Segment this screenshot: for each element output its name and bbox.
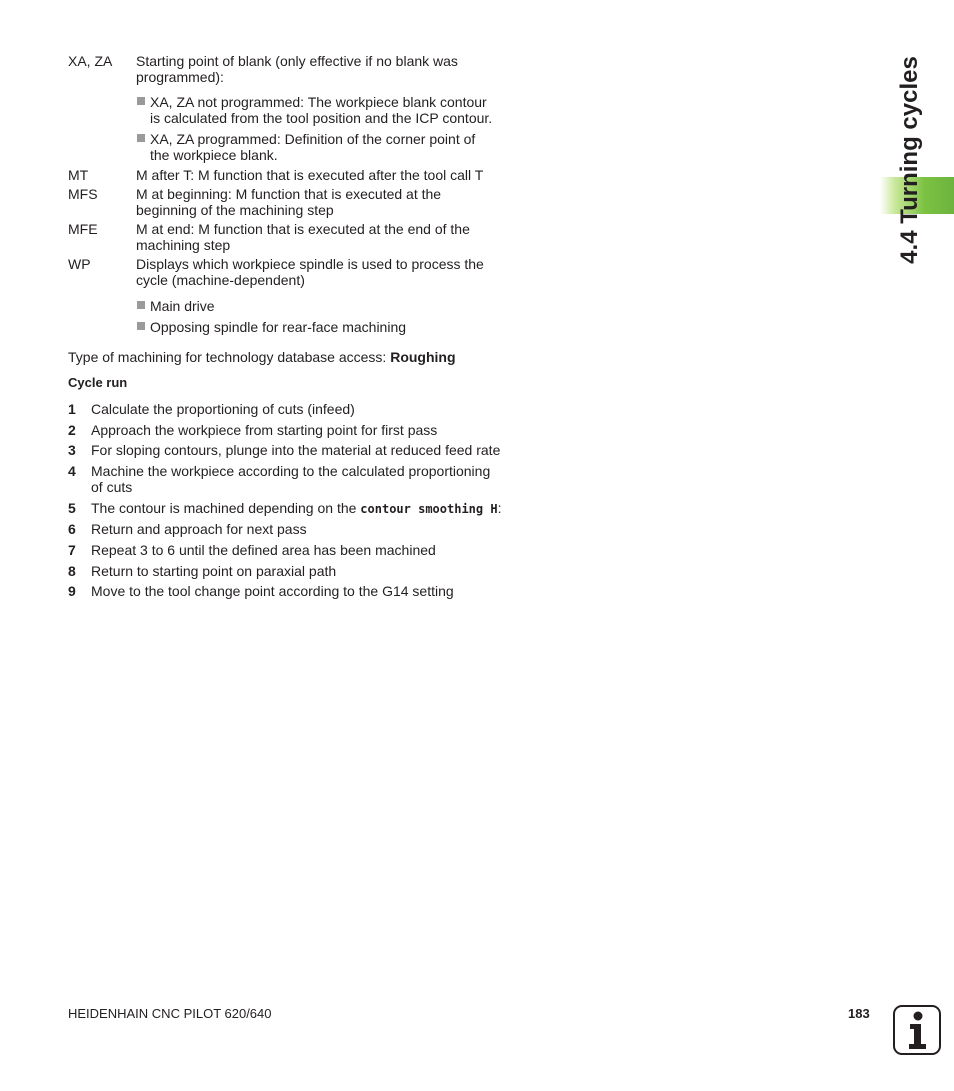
step-text xyxy=(91,542,521,558)
desc-line: programmed): xyxy=(136,69,224,85)
step-line: The contour is machined depending on the xyxy=(91,500,361,516)
bullet-square-icon xyxy=(137,97,145,105)
bullet-line: is calculated from the tool position and the ICP contour. xyxy=(150,110,493,126)
bullet-square-icon xyxy=(137,134,145,142)
step-line: For sloping contours, plunge into the material at reduced feed rate xyxy=(91,442,501,458)
step-line: Machine the workpiece according to the calculated proportioning xyxy=(91,463,491,479)
step-text xyxy=(91,583,521,599)
step-text xyxy=(91,521,521,537)
step-number: 4 xyxy=(68,463,76,479)
desc-line: M at end: M function that is executed at the end of the xyxy=(136,221,470,237)
step-suffix: : xyxy=(497,500,502,516)
step-line: Move to the tool change point according to the G14 setting xyxy=(91,583,454,599)
chapter-side-title xyxy=(880,50,940,270)
step-line: Return to starting point on paraxial path xyxy=(91,563,337,579)
bullet-item xyxy=(136,131,530,163)
param-desc-wp xyxy=(136,256,516,288)
section-heading-cycle-run: Cycle run xyxy=(68,375,128,390)
desc-line: cycle (machine-dependent) xyxy=(136,272,305,288)
step-number: 6 xyxy=(68,521,76,537)
machining-type-value: Roughing xyxy=(390,349,456,365)
step-text xyxy=(91,442,521,458)
code-term: contour smoothing H xyxy=(360,502,498,516)
param-desc-mfe xyxy=(136,221,516,253)
bullet-square-icon xyxy=(137,322,145,330)
step-number: 8 xyxy=(68,563,76,579)
bullet-line: Opposing spindle for rear-face machining xyxy=(150,319,407,335)
bullet-line: XA, ZA not programmed: The workpiece blank contour xyxy=(150,94,487,110)
desc-line: machining step xyxy=(136,237,231,253)
step-number: 7 xyxy=(68,542,76,558)
step-line: Return and approach for next pass xyxy=(91,521,307,537)
step-number: 5 xyxy=(68,500,76,516)
step-text xyxy=(91,401,521,417)
info-glyph-icon xyxy=(895,1007,939,1053)
bullet-item xyxy=(136,319,530,335)
step-text xyxy=(91,500,521,517)
param-desc-mt xyxy=(136,167,516,183)
param-label-mfe: MFE xyxy=(68,221,98,237)
bullet-line: Main drive xyxy=(150,298,215,314)
desc-line: Displays which workpiece spindle is used to process the xyxy=(136,256,484,272)
param-label-wp: WP xyxy=(68,256,91,272)
param-label-xa-za: XA, ZA xyxy=(68,53,113,69)
desc-line: M at beginning: M function that is executed at the xyxy=(136,186,442,202)
step-line: of cuts xyxy=(91,479,133,495)
desc-line: Starting point of blank (only effective if no blank was xyxy=(136,53,458,69)
machining-type-line xyxy=(68,349,456,365)
desc-line: M after T: M function that is executed after the tool call T xyxy=(136,167,484,183)
step-number: 2 xyxy=(68,422,76,438)
step-line: Repeat 3 to 6 until the defined area has been machined xyxy=(91,542,436,558)
desc-line: beginning of the machining step xyxy=(136,202,334,218)
bullet-item xyxy=(136,298,530,314)
bullet-item xyxy=(136,94,530,126)
bullet-line: XA, ZA programmed: Definition of the corner point of xyxy=(150,131,476,147)
step-number: 3 xyxy=(68,442,76,458)
param-desc-mfs xyxy=(136,186,516,218)
step-text xyxy=(91,463,521,495)
param-label-mfs: MFS xyxy=(68,186,98,202)
machining-type-prefix: Type of machining for technology database access: xyxy=(68,349,391,365)
param-desc-xa-za xyxy=(136,53,516,85)
param-label-mt: MT xyxy=(68,167,89,183)
footer-manual-title: HEIDENHAIN CNC PILOT 620/640 xyxy=(68,1006,272,1021)
step-text xyxy=(91,563,521,579)
bullet-line: the workpiece blank. xyxy=(150,147,278,163)
step-number: 1 xyxy=(68,401,76,417)
step-line: Calculate the proportioning of cuts (infeed) xyxy=(91,401,355,417)
bullet-square-icon xyxy=(137,301,145,309)
step-text xyxy=(91,422,521,438)
step-line: Approach the workpiece from starting point for first pass xyxy=(91,422,438,438)
step-number: 9 xyxy=(68,583,76,599)
page-number: 183 xyxy=(848,1006,870,1021)
info-icon xyxy=(893,1005,941,1055)
chapter-side-title-text: 4.4 Turning cycles xyxy=(896,56,923,264)
